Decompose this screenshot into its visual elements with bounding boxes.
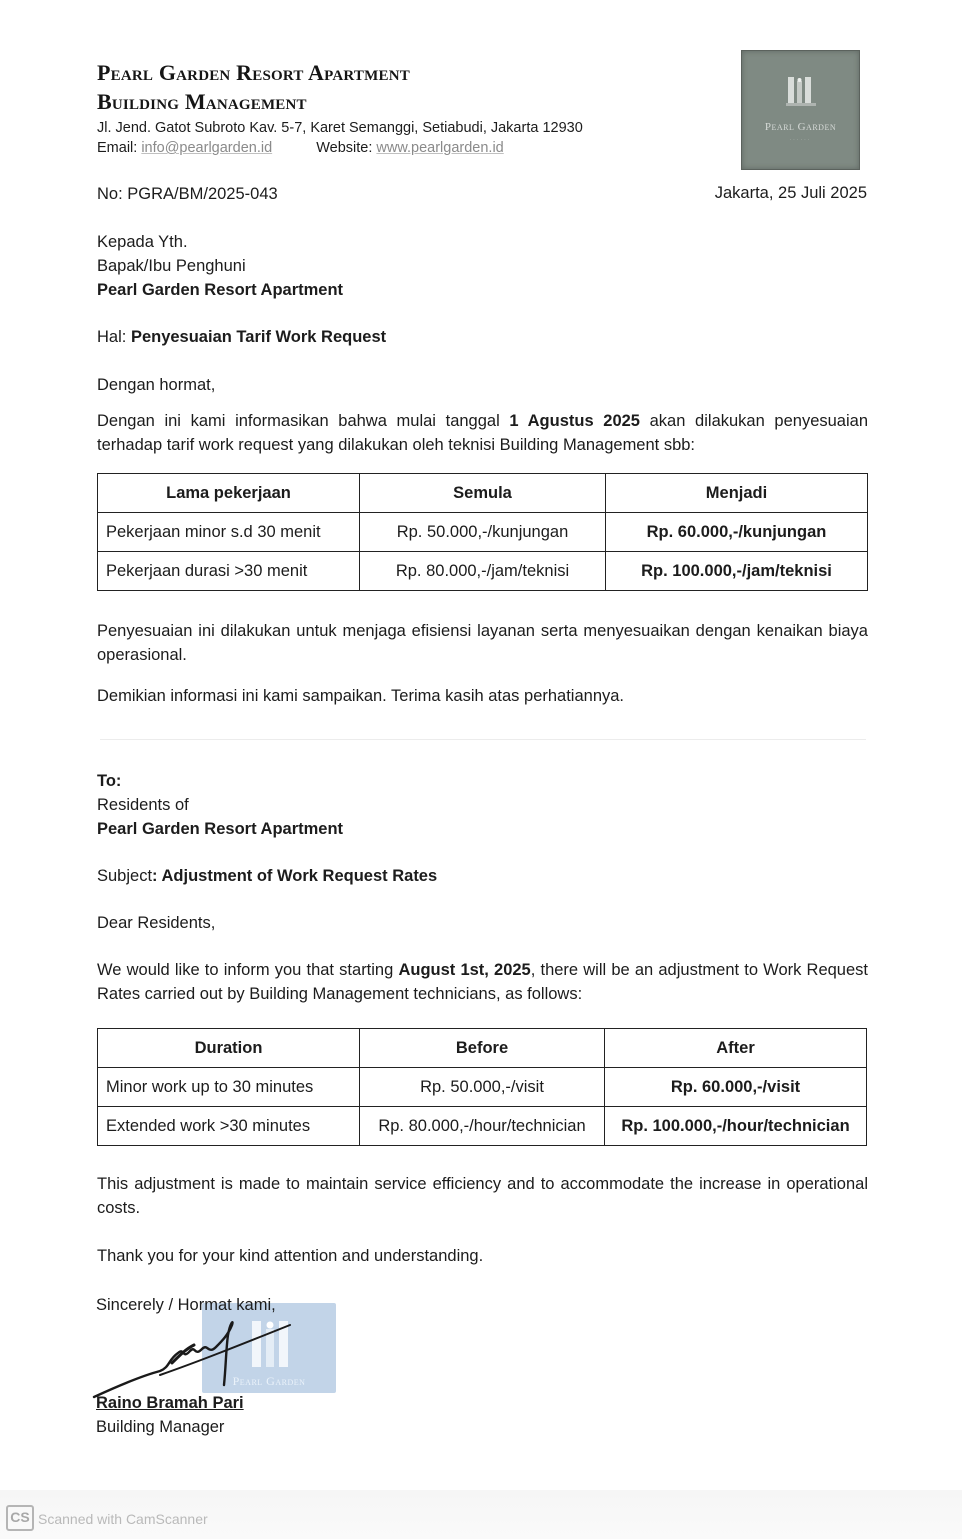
table-row (98, 513, 868, 552)
table-cell: Extended work >30 minutes (98, 1107, 360, 1146)
table-cell: Rp. 60.000,-/visit (605, 1068, 867, 1107)
table-cell: Pekerjaan minor s.d 30 menit (98, 513, 360, 552)
letterhead-address: Jl. Jend. Gatot Subroto Kav. 5-7, Karet Semanggi, Setiabudi, Jakarta 12930 (97, 120, 583, 136)
signoff-closing: Sincerely / Hormat kami, (96, 1296, 276, 1314)
website-link[interactable]: www.pearlgarden.id (376, 140, 504, 156)
recipient-line: Pearl Garden Resort Apartment (97, 820, 344, 838)
signature-icon (90, 1305, 310, 1405)
closing-paragraph-en: Thank you for your kind attention and understanding. (97, 1247, 484, 1265)
signatory-title: Building Manager (96, 1418, 225, 1436)
letterhead-company: Pearl Garden Resort Apartment (97, 60, 410, 85)
table-cell: Rp. 50.000,-/kunjungan (360, 513, 606, 552)
email-label: Email: (97, 140, 138, 156)
intro-paragraph-id (97, 409, 868, 457)
table-row (98, 552, 868, 591)
effective-date: 1 Agustus 2025 (509, 412, 640, 430)
column-header: Lama pekerjaan (98, 474, 360, 513)
effective-date: August 1st, 2025 (398, 961, 531, 979)
greeting-en: Dear Residents, (97, 914, 216, 932)
table-cell: Minor work up to 30 minutes (98, 1068, 360, 1107)
table-cell: Rp. 50.000,-/visit (360, 1068, 605, 1107)
intro-text: , there will be an adjustment to Work Request Rates carried out by Building Management technicians, as follows: (97, 961, 868, 1003)
reason-paragraph-en: This adjustment is made to maintain service efficiency and to accommodate the increase in operational costs. (97, 1175, 868, 1217)
email-link[interactable]: info@pearlgarden.id (141, 140, 273, 156)
pearl-garden-logo-icon (786, 75, 816, 109)
rates-table-id (97, 473, 868, 591)
recipient-line: Pearl Garden Resort Apartment (97, 281, 344, 299)
rates-table-en (97, 1028, 867, 1146)
table-cell: Pekerjaan durasi >30 menit (98, 552, 360, 591)
subject-line-id (97, 325, 386, 349)
closing-paragraph-id: Demikian informasi ini kami sampaikan. Terima kasih atas perhatiannya. (97, 687, 625, 705)
column-header: After (605, 1029, 867, 1068)
recipient-line: Residents of (97, 796, 189, 814)
letter-date: Jakarta, 25 Juli 2025 (714, 184, 867, 202)
recipient-block-en (97, 769, 343, 841)
table-row (98, 1107, 867, 1146)
table-cell: Rp. 80.000,-/jam/teknisi (360, 552, 606, 591)
intro-text: Dengan ini kami informasikan bahwa mulai tanggal (97, 412, 510, 430)
camscanner-icon: CS (6, 1505, 34, 1531)
to-label: To: (97, 772, 122, 790)
subject-label: Subject (97, 867, 153, 885)
subject-line-en (97, 864, 437, 888)
letterhead-department: Building Management (97, 89, 307, 114)
recipient-line: Bapak/Ibu Penghuni (97, 257, 246, 275)
column-header: Menjadi (606, 474, 868, 513)
letter-number: No: PGRA/BM/2025-043 (97, 185, 278, 203)
reason-paragraph-id: Penyesuaian ini dilakukan untuk menjaga efisiensi layanan serta menyesuaikan dengan kenaikan biaya operasional. (97, 622, 868, 664)
table-cell: Rp. 100.000,-/hour/technician (605, 1107, 867, 1146)
intro-text: We would like to inform you that starting (97, 961, 399, 979)
column-header: Duration (98, 1029, 360, 1068)
recipient-line: Kepada Yth. (97, 233, 188, 251)
column-header: Semula (360, 474, 606, 513)
letterhead-contact (97, 139, 504, 158)
table-row (98, 1068, 867, 1107)
subject-text: : Adjustment of Work Request Rates (152, 867, 438, 885)
logo-subtext: ······ (789, 137, 812, 143)
table-header-row (98, 1029, 867, 1068)
table-cell: Rp. 100.000,-/jam/teknisi (606, 552, 868, 591)
subject-label: Hal: (97, 328, 127, 346)
company-logo (741, 50, 860, 170)
subject-text: Penyesuaian Tarif Work Request (130, 328, 387, 346)
section-divider (100, 739, 866, 740)
column-header: Before (360, 1029, 605, 1068)
intro-text: akan dilakukan penyesuaian terhadap tarif work request yang dilakukan oleh teknisi Building Management sbb: (97, 412, 868, 454)
camscanner-watermark: Scanned with CamScanner (38, 1511, 208, 1527)
greeting-id: Dengan hormat, (97, 376, 216, 394)
stamp-text: Pearl Garden (232, 1374, 306, 1388)
table-header-row (98, 474, 868, 513)
table-cell: Rp. 80.000,-/hour/technician (360, 1107, 605, 1146)
recipient-block-id (97, 230, 343, 302)
intro-paragraph-en (97, 958, 868, 1006)
logo-text: Pearl Garden (764, 121, 837, 133)
table-cell: Rp. 60.000,-/kunjungan (606, 513, 868, 552)
signatory-name: Raino Bramah Pari (96, 1394, 244, 1412)
website-label: Website: (316, 140, 373, 156)
